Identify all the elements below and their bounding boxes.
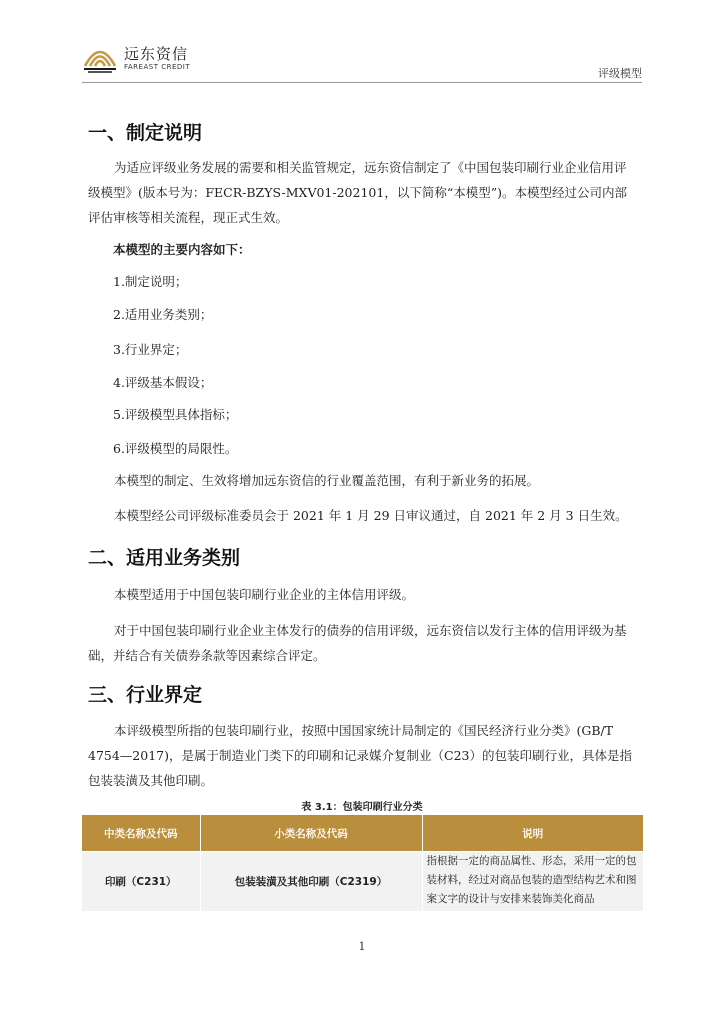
fareast-logo-icon: [82, 44, 118, 74]
section-title-1: 一、制定说明: [88, 122, 203, 144]
page-number: 1: [358, 940, 366, 953]
section-1-paragraph-3: [88, 503, 636, 528]
cell-sub-class: 包装装潢及其他印刷（C2319）: [200, 852, 422, 912]
header-divider: [82, 82, 642, 83]
logo-english-name: FAREAST CREDIT: [124, 63, 191, 71]
page-header: [82, 44, 642, 82]
section-3-paragraph-1-text: 本评级模型所指的包装印刷行业，按照中国国家统计局制定的《国民经济行业分类》(GB/T 4754—2017)，是属于制造业门类下的印刷和记录媒介复制业（C23）的包装印刷行业，具体是指包装装潢及其他印刷。: [88, 723, 632, 788]
section-1-paragraph-2-text: 本模型的制定、生效将增加远东资信的行业覆盖范围，有利于新业务的拓展。: [114, 473, 540, 488]
contents-item-6: 6.评级模型的局限性。: [113, 441, 238, 456]
section-1-paragraph-1: [88, 155, 636, 230]
logo-chinese-name: 远东资信: [124, 45, 189, 63]
document-type-label: 评级模型: [598, 67, 642, 80]
section-1-paragraph-1-text: 为适应评级业务发展的需要和相关监管规定，远东资信制定了《中国包装印刷行业企业信用评级模型》(版本号为：FECR-BZYS-MXV01-202101，以下简称“本模型”)。本模型经过公司内部评估审核等相关流程，现正式生效。: [88, 160, 627, 225]
table-header-row: [82, 815, 643, 852]
contents-item-4: 4.评级基本假设；: [113, 375, 213, 390]
cell-description: 指根据一定的商品属性、形态，采用一定的包装材料，经过对商品包装的造型结构艺术和图案文字的设计与安排来装饰美化商品: [422, 852, 643, 912]
column-header-sub-class: 小类名称及代码: [200, 815, 422, 852]
section-title-2: 二、适用业务类别: [88, 547, 241, 569]
section-2-paragraph-1-text: 本模型适用于中国包装印刷行业企业的主体信用评级。: [114, 587, 415, 602]
section-3-paragraph-1: [88, 718, 636, 793]
table-row: [82, 852, 643, 912]
contents-item-1: 1.制定说明；: [113, 274, 188, 289]
column-header-description: 说明: [422, 815, 643, 852]
section-1-paragraph-3-text: 本模型经公司评级标准委员会于 2021 年 1 月 29 日审议通过，自 2021 年 2 月 3 日生效。: [114, 508, 628, 523]
cell-mid-class: 印刷（C231）: [82, 852, 200, 912]
table-caption: 表 3.1：包装印刷行业分类: [301, 802, 423, 813]
section-1-paragraph-2: [88, 468, 636, 493]
industry-classification-table: [82, 815, 643, 911]
column-header-mid-class: 中类名称及代码: [82, 815, 200, 852]
section-2-paragraph-2: [88, 618, 636, 668]
company-logo: [82, 44, 190, 74]
section-2-paragraph-1: [88, 582, 636, 607]
contents-label: 本模型的主要内容如下：: [113, 242, 251, 257]
section-2-paragraph-2-text: 对于中国包装印刷行业企业主体发行的债券的信用评级，远东资信以发行主体的信用评级为基础，并结合有关债券条款等因素综合评定。: [88, 623, 627, 663]
section-title-3: 三、行业界定: [88, 684, 203, 706]
contents-item-5: 5.评级模型具体指标；: [113, 407, 238, 422]
contents-item-3: 3.行业界定；: [113, 342, 188, 357]
contents-item-2: 2.适用业务类别；: [113, 307, 213, 322]
